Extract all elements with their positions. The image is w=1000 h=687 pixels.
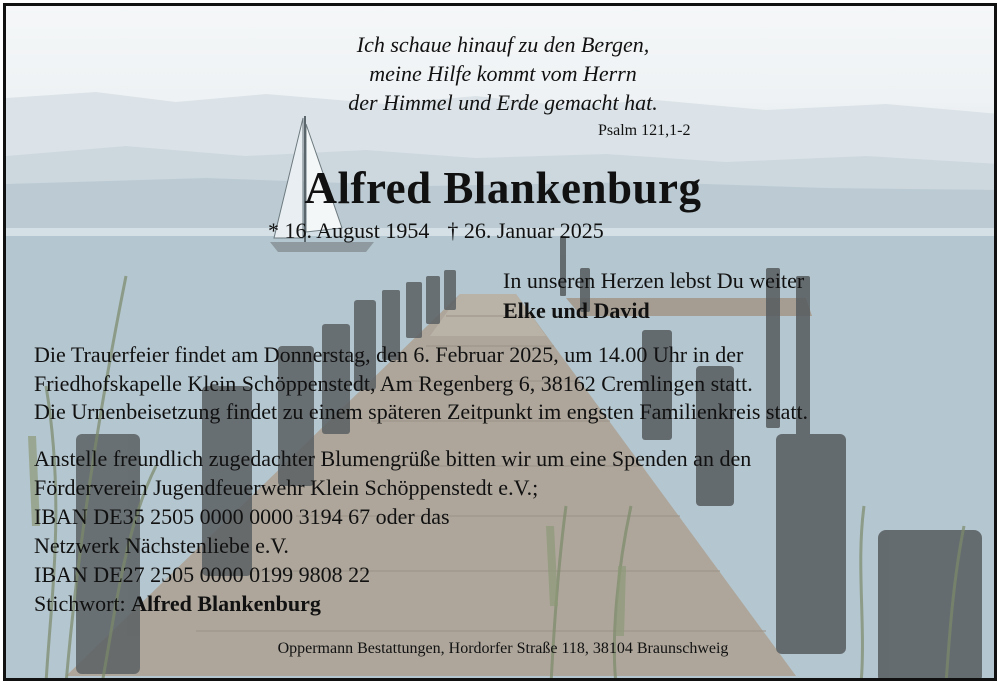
donation-line: Förderverein Jugendfeuerwehr Klein Schöppenstedt e.V.; <box>34 475 539 500</box>
death-date: † 26. Januar 2025 <box>447 218 604 243</box>
verse-line: meine Hilfe kommt vom Herrn <box>369 61 637 86</box>
donation-iban: IBAN DE27 2505 0000 0199 9808 22 <box>34 562 371 587</box>
service-announcement <box>34 341 808 427</box>
donation-line: Netzwerk Nächstenliebe e.V. <box>34 533 289 558</box>
psalm-reference: Psalm 121,1-2 <box>598 122 691 139</box>
service-line: Die Trauerfeier findet am Donnerstag, den 6. Februar 2025, um 14.00 Uhr in der <box>34 342 744 367</box>
life-dates <box>268 218 622 244</box>
remembrance-line: In unseren Herzen lebst Du weiter <box>503 268 805 293</box>
obituary-notice <box>3 3 997 681</box>
mourner-names: Elke und David <box>503 298 650 323</box>
psalm-verse <box>6 30 997 117</box>
donation-iban: IBAN DE35 2505 0000 0000 3194 67 oder das <box>34 504 450 529</box>
verse-line: Ich schaue hinauf zu den Bergen, <box>356 32 650 57</box>
verse-line: der Himmel und Erde gemacht hat. <box>348 90 658 115</box>
deceased-name: Alfred Blankenburg <box>304 163 702 213</box>
funeral-home-footer: Oppermann Bestattungen, Hordorfer Straße 118, 38104 Braunschweig <box>277 640 729 657</box>
donation-line: Anstelle freundlich zugedachter Blumengrüße bitten wir um eine Spenden an den <box>34 446 752 471</box>
keyword-line <box>34 589 751 618</box>
donation-request <box>34 444 751 618</box>
keyword-value: Alfred Blankenburg <box>131 591 321 616</box>
service-line: Die Urnenbeisetzung findet zu einem späteren Zeitpunkt im engsten Familienkreis statt. <box>34 399 809 424</box>
birth-date: * 16. August 1954 <box>268 218 430 243</box>
service-line: Friedhofskapelle Klein Schöppenstedt, Am Regenberg 6, 38162 Cremlingen statt. <box>34 370 753 396</box>
mourners-block <box>503 266 804 326</box>
keyword-label: Stichwort: <box>34 591 126 616</box>
